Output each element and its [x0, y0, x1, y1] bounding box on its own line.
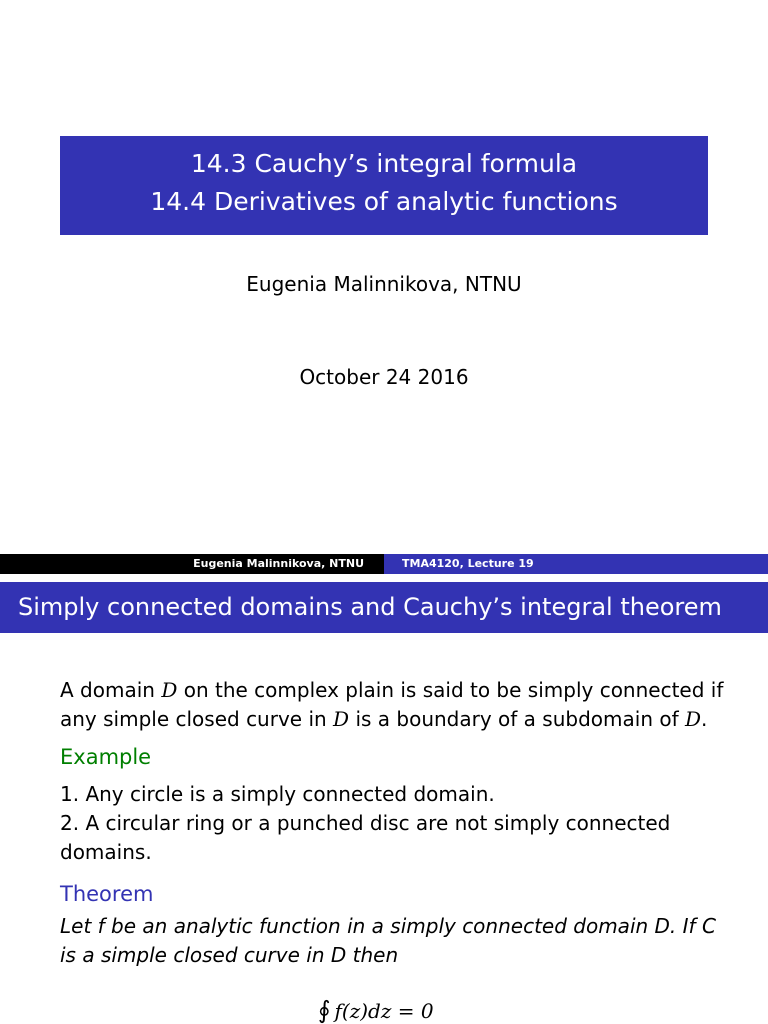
example-list — [60, 780, 730, 867]
frame-title: Simply connected domains and Cauchy’s integral theorem — [0, 582, 768, 633]
definition-paragraph — [60, 676, 730, 734]
example-item-1: 1. Any circle is a simply connected domain. — [60, 782, 495, 806]
contour-integral-sign: ∮ — [318, 996, 331, 1024]
cauchy-integral-formula — [318, 996, 434, 1024]
title-line-2: 14.4 Derivatives of analytic functions — [150, 187, 618, 216]
definition-text-2: on the complex plain is said to be simply connected if any simple closed curve in — [60, 678, 724, 731]
title-line-1: 14.3 Cauchy’s integral formula — [190, 149, 578, 178]
math-var-D-1: D — [161, 678, 178, 702]
footer-author: Eugenia Malinnikova, NTNU — [0, 554, 384, 574]
example-item-2: 2. A circular ring or a punched disc are not simply connected domains. — [60, 811, 671, 864]
title-box — [60, 136, 708, 235]
theorem-text: Let f be an analytic function in a simply connected domain D. If C is a simple closed curve in D then — [60, 914, 716, 967]
footer-bar — [0, 554, 768, 574]
definition-text-4: . — [701, 707, 708, 731]
formula-expression: f(z)dz = 0 — [334, 999, 434, 1023]
definition-text-1: A domain — [60, 678, 162, 702]
math-var-D-2: D — [333, 707, 350, 731]
math-var-D-3: D — [684, 707, 702, 731]
theorem-block-title: Theorem — [60, 882, 154, 906]
example-block-title: Example — [60, 745, 152, 769]
definition-text-3: is a boundary of a subdomain of — [349, 707, 685, 731]
author: Eugenia Malinnikova, NTNU — [246, 272, 522, 296]
footer-lecture: TMA4120, Lecture 19 — [384, 554, 768, 574]
date: October 24 2016 — [299, 365, 469, 389]
